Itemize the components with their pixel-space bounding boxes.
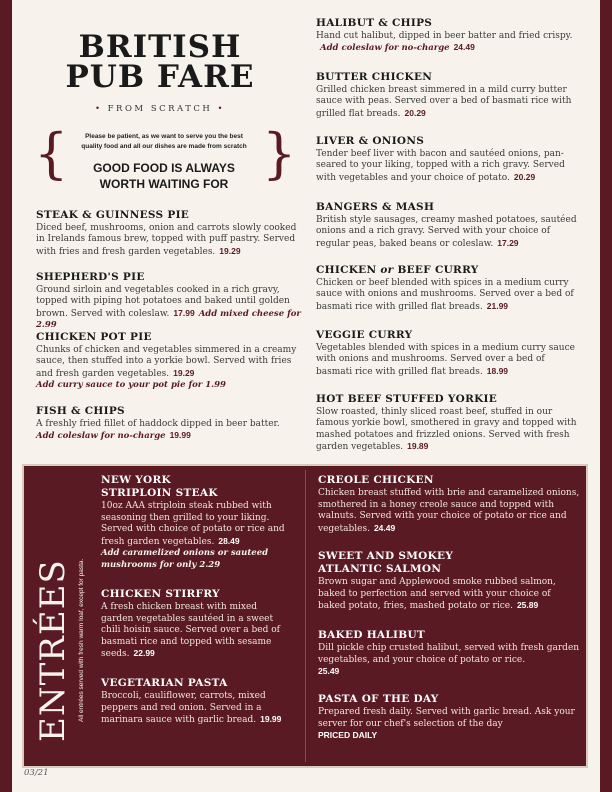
slogan-line-1: GOOD FOOD IS ALWAYS [93,161,235,175]
menu-title [40,29,280,95]
item-price: 19.99 [169,430,191,441]
menu-item-chicken-pot-pie [36,332,306,392]
item-name: HALIBUT & CHIPS [316,17,433,29]
entree-price: 25.49 [318,666,340,677]
item-desc: Tender beef liver with bacon and sautéed onions, pan-seared to your liking, topped with a rich gravy. Served with vegetables and your choice of potato. [316,148,565,183]
item-desc: Chicken or beef blended with spices in a medium curry sauce with onions and mushrooms. Served over a bed of basmati rice with grilled flat breads. [316,277,574,312]
item-desc: Chunks of chicken and vegetables simmered in a creamy sauce, then stuffed into a yorkie bowl. Served with fries and fresh garden vegetables. [36,344,297,379]
entree-name: PASTA OF THE DAY [318,693,439,705]
entree-name-line-1: NEW YORK [101,474,171,486]
left-brace-icon: { [34,122,69,185]
entree-creole-chicken [318,474,580,535]
item-note: Add coleslaw for no-charge [320,43,450,54]
item-name-part-a: CHICKEN [316,264,377,276]
item-name: BUTTER CHICKEN [316,71,433,83]
entree-desc: Prepared fresh daily. Served with garlic bread. Ask your server for our chef's selection of the day [318,707,575,729]
item-desc: British style sausages, creamy mashed potatoes, sautéed onions and a rich gravy. Served with your choice of regular peas, baked beans or coleslaw. [316,214,577,249]
menu-item-steak-guinness-pie [36,210,306,258]
slogan-line-2: WORTH WAITING FOR [99,177,229,191]
item-name-part-b: BEEF CURRY [397,264,479,276]
entree-name: VEGETARIAN PASTA [101,677,228,689]
item-name: CHICKEN POT PIE [36,331,152,343]
item-note: Add mixed cheese for 2.99 [36,308,301,331]
menu-item-fish-chips [36,406,306,443]
item-price: 24.49 [453,42,475,53]
dot-icon: • [94,104,103,114]
item-price: 20.29 [404,107,426,118]
item-name: FISH & CHIPS [36,405,125,417]
entree-name: CREOLE CHICKEN [318,474,434,486]
item-note: Add coleslaw for no-charge [36,431,166,442]
item-name: VEGGIE CURRY [316,329,413,341]
item-price: 17.29 [497,237,519,248]
item-name: STEAK & GUINNESS PIE [36,209,190,221]
item-desc: Slow roasted, thinly sliced roast beef, stuffed in our famous yorkie bowl, smothered in gravy and topped with mashed potatoes and frizzled onions. Served with fresh garden vegetables. [316,406,577,453]
entree-name-line-1: SWEET AND SMOKEY [318,550,454,562]
entree-striploin-steak [101,474,291,572]
item-price: 19.29 [173,367,195,378]
item-price: 19.89 [407,441,429,452]
item-price: 20.29 [513,171,536,182]
entrees-note: All entrées served with fresh warm loaf, except for pasta. [78,558,85,722]
entree-pasta-of-the-day [318,693,580,742]
item-price: 19.29 [219,245,241,256]
entree-price: 28.49 [218,535,240,546]
title-line-1: BRITISH [78,29,242,65]
item-note: Add curry sauce to your pot pie for 1.99 [36,380,226,391]
item-price: 18.99 [486,365,509,376]
entrees-title: ENTRÉES [33,559,73,742]
entree-price: 24.49 [373,522,396,533]
menu-item-liver-onions [316,136,582,184]
good-food-slogan [62,160,266,192]
item-desc: Vegetables blended with spices in a medium curry sauce with onions and mushrooms. Served over a bed of basmati rice with grilled flat breads. [316,342,575,377]
patience-line-2: quality food and all our dishes are made from scratch [81,143,247,150]
entree-note: Add caramelized onions or sauteed mushrooms for only 2.29 [101,548,269,570]
entree-desc: 10oz AAA striploin steak rubbed with seasoning then grilled to your liking. Served with choice of potato or rice and fresh garden vegetables. [101,501,285,547]
item-name: HOT BEEF STUFFED YORKIE [316,393,498,405]
entrees-divider [305,470,306,762]
item-price: 21.99 [486,300,509,311]
menu-item-halibut-chips [316,18,578,55]
tagline [80,104,240,114]
menu-item-hot-beef-yorkie [316,394,578,454]
entree-name-line-2: STRIPLOIN STEAK [101,487,218,499]
entree-desc: Chicken breast stuffed with brie and caramelized onions, smothered in a honey creole sauce and topped with walnuts. Served with your choice of potato or rice and vegetables. [318,488,580,534]
entree-desc: Dill pickle chip crusted halibut, served with fresh garden vegetables, and your choice of potato or rice. [318,643,580,665]
dot-icon: • [217,104,226,114]
item-desc: Ground sirloin and vegetables cooked in a rich gravy, topped with piping hot potatoes and baked until golden brown. Served with coleslaw. [36,284,290,319]
entree-atlantic-salmon [318,550,580,613]
entree-vegetarian-pasta [101,677,291,727]
tagline-text: FROM SCRATCH [107,104,213,114]
item-name-or: or [380,264,394,276]
item-desc: A freshly fried fillet of haddock dipped in beer batter. [36,418,280,429]
right-brace-icon: } [262,122,297,185]
entree-name-line-2: ATLANTIC SALMON [318,563,442,575]
item-desc: Diced beef, mushrooms, onion and carrots slowly cooked in Irelands famous brew, topped with puff pastry. Served with fries and fresh garden vegetables. [36,222,297,257]
patience-line-1: Please be patient, as we want to serve you the best [85,133,243,140]
item-name [316,265,578,277]
entree-price-text: PRICED DAILY [318,730,378,741]
entree-price: 22.99 [133,648,155,659]
patience-note [66,132,262,152]
menu-item-shepherds-pie [36,272,306,332]
menu-item-veggie-curry [316,330,578,378]
entree-name [101,474,291,500]
menu-item-butter-chicken [316,72,578,120]
menu-item-bangers-mash [316,202,578,250]
menu-date: 03/21 [24,768,49,778]
entree-name: CHICKEN STIRFRY [101,588,220,600]
entree-name: BAKED HALIBUT [318,629,426,641]
entree-name [318,550,580,576]
item-desc: Hand cut halibut, dipped in beer batter and fried crispy. [316,30,573,41]
item-desc: Grilled chicken breast simmered in a mild curry butter sauce with peas. Served over a bed of basmati rice with grilled flat breads. [316,84,572,119]
entree-desc: Broccoli, cauliflower, carrots, mixed peppers and red onion. Served in a marinara sauce with garlic bread. [101,691,266,726]
entree-chicken-stirfry [101,588,291,661]
title-line-2: PUB FARE [65,59,255,95]
entree-price: 19.99 [260,714,282,725]
item-price: 17.99 [173,307,195,318]
menu-item-chicken-beef-curry [316,265,578,313]
entree-desc: A fresh chicken breast with mixed garden vegetables sautéed in a sweet chili hoisin sauce. Served over a bed of basmati rice and topped with sesame seeds. [101,602,280,660]
item-name: LIVER & ONIONS [316,135,425,147]
entree-desc: Brown sugar and Applewood smoke rubbed salmon, baked to perfection and served with your choice of baked potato, fries, mashed potato or rice. [318,577,556,612]
item-name: BANGERS & MASH [316,201,435,213]
entree-price: 25.89 [516,600,539,611]
item-name: SHEPHERD'S PIE [36,271,145,283]
entree-baked-halibut [318,629,580,679]
